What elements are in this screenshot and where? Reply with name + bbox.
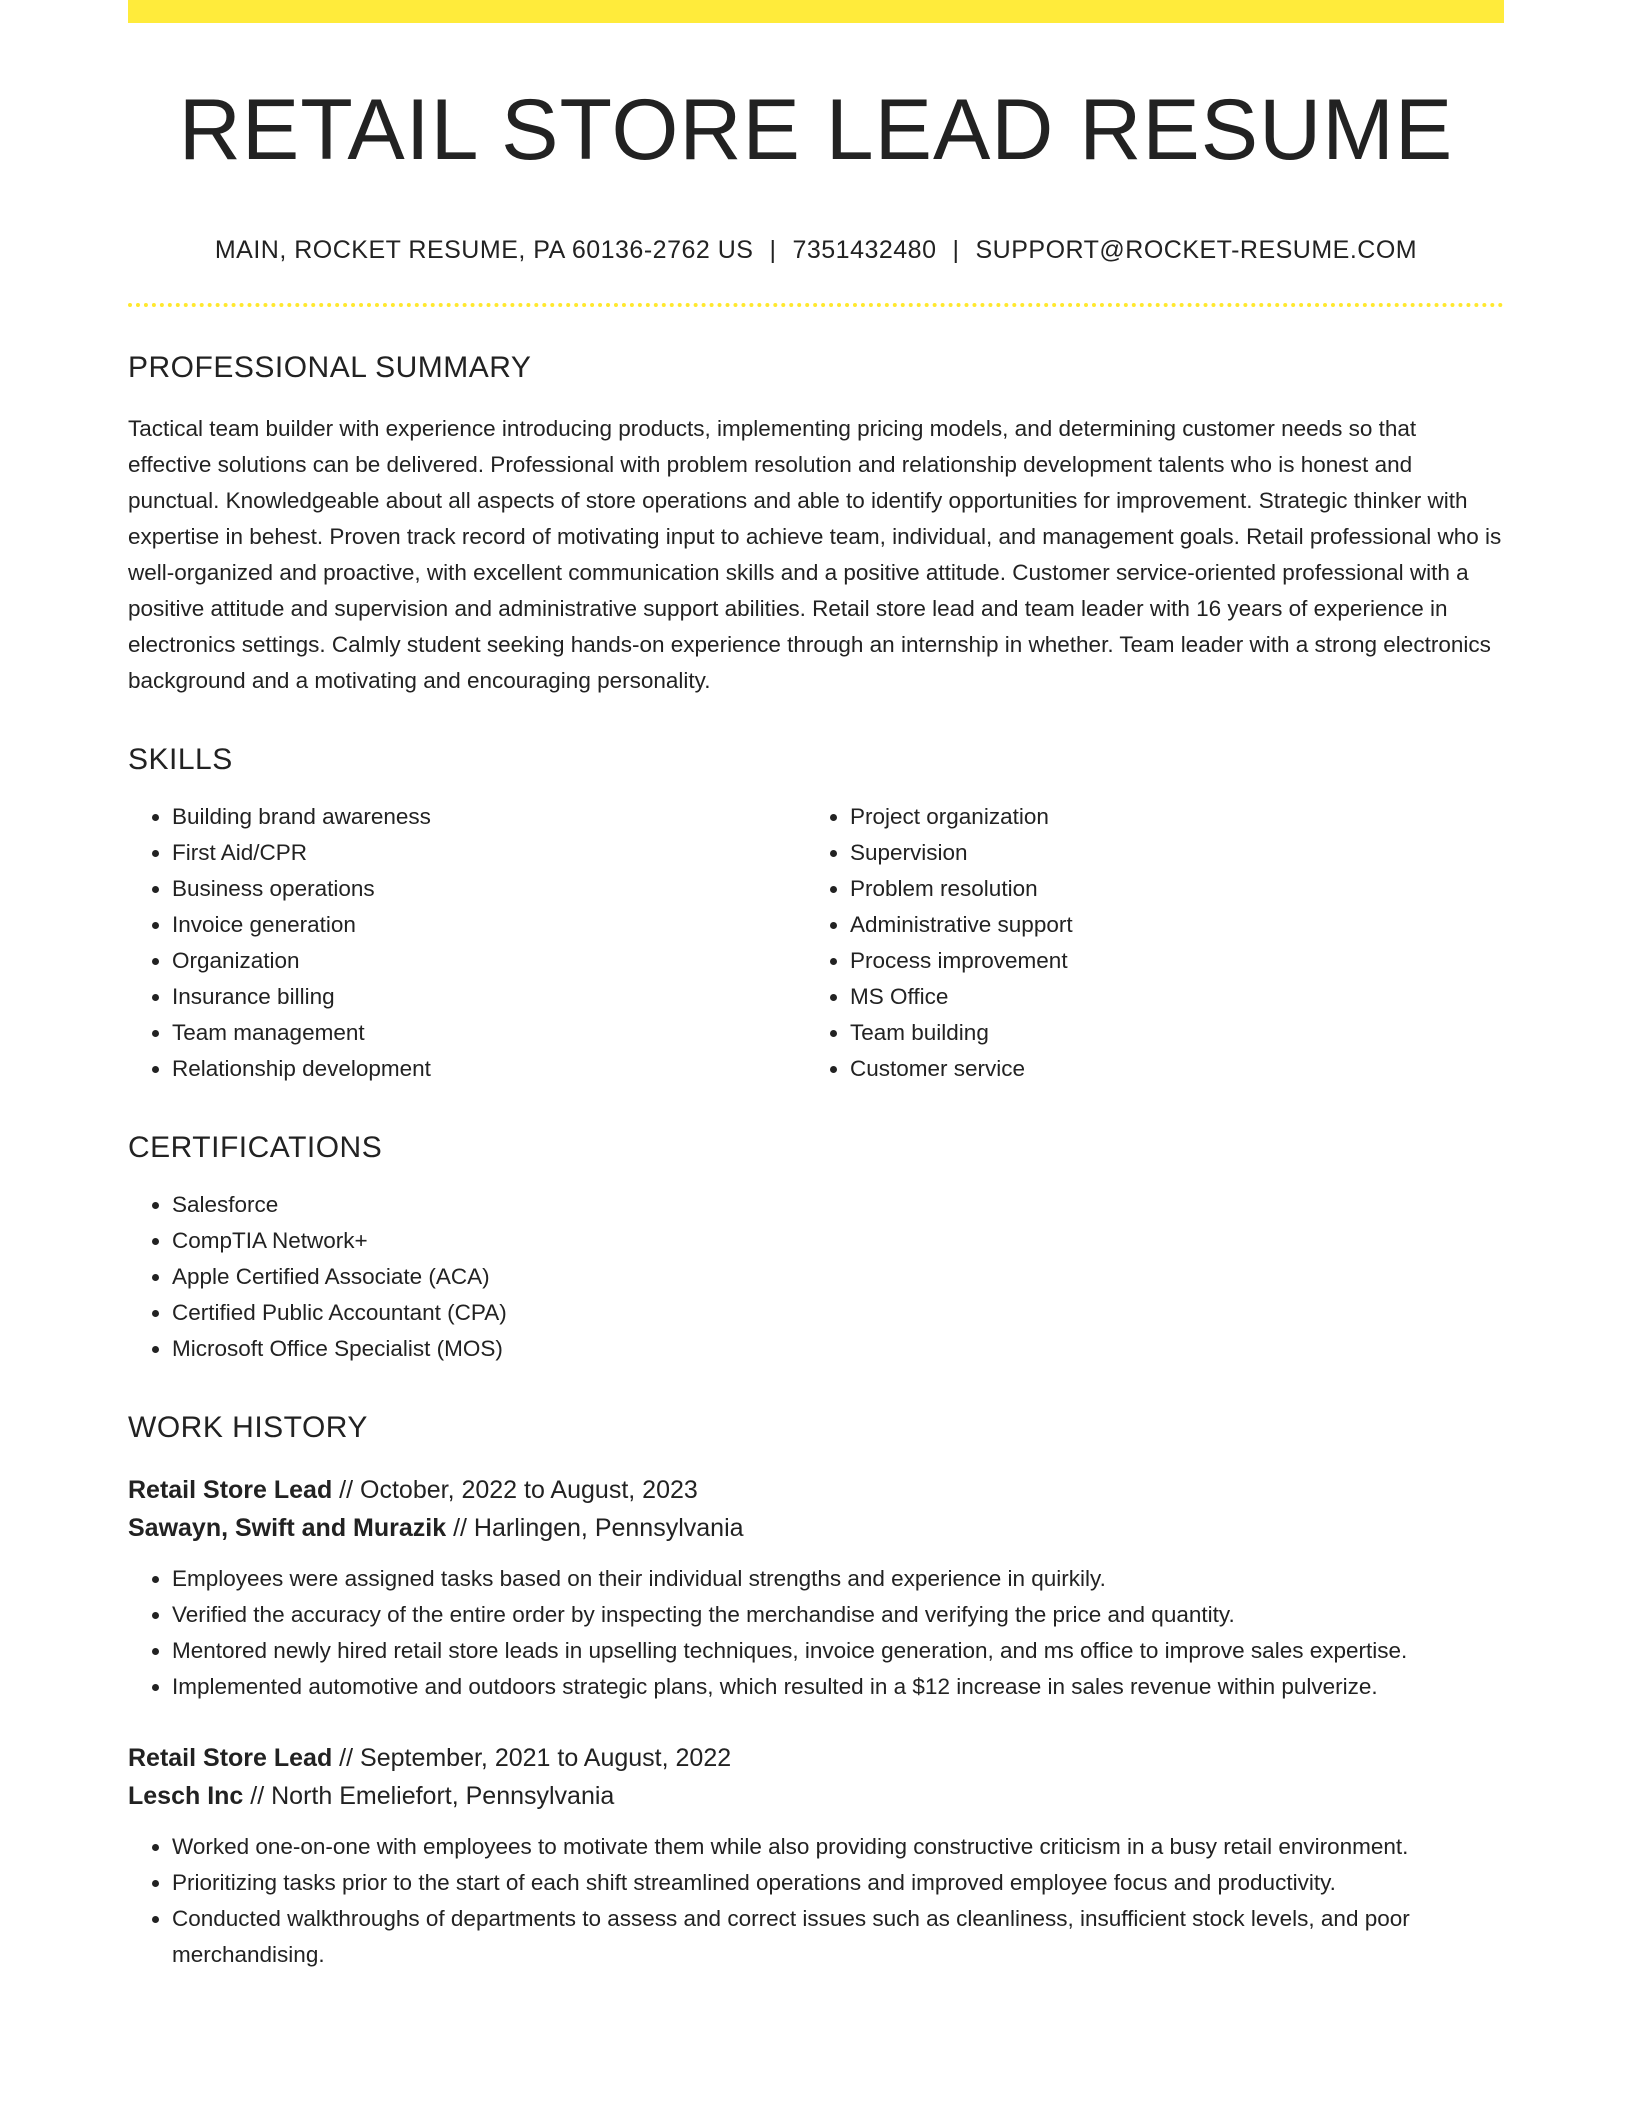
skill-item: • MS Office [850,979,1483,1015]
job-bullets [128,1561,1504,1705]
skill-item: • Problem resolution [850,871,1483,907]
job-title: Retail Store Lead [128,1743,333,1772]
job-bullet: • Mentored newly hired retail store leads in upselling techniques, invoice generation, and ms office to improve sales expertise. [172,1633,1504,1669]
job-title-line [128,1471,1504,1509]
job-bullets [128,1829,1504,1973]
skill-item: • Team building [850,1015,1483,1051]
skills-column-left [128,799,805,1087]
skill-item: • Supervision [850,835,1483,871]
job-bullet: • Implemented automotive and outdoors strategic plans, which resulted in a $12 increase in sales revenue within pulverize. [172,1669,1504,1705]
certification-item: • Microsoft Office Specialist (MOS) [172,1331,1504,1367]
contact-phone: 7351432480 [792,235,937,264]
skills-list [128,799,1504,1087]
job-location: // North Emeliefort, Pennsylvania [243,1781,615,1810]
certification-item: • Apple Certified Associate (ACA) [172,1259,1504,1295]
skill-item: • Customer service [850,1051,1483,1087]
accent-bar [128,0,1504,23]
dotted-divider [128,303,1504,307]
summary-heading: PROFESSIONAL SUMMARY [128,350,532,384]
contact-email[interactable]: SUPPORT@ROCKET-RESUME.COM [975,235,1418,264]
resume-title: RETAIL STORE LEAD RESUME [178,82,1454,178]
work-history-heading: WORK HISTORY [128,1410,368,1444]
certification-item: • Salesforce [172,1187,1504,1223]
summary-text: Tactical team builder with experience introducing products, implementing pricing models, and determining customer needs so that effective solutions can be delivered. Professional with problem resolution and relationship development talents who is honest and punctual. Knowledgeable about all aspects of store operations and able to identify opportunities for improvement. Strategic thinker with expertise in behest. Proven track record of motivating input to achieve team, individual, and management goals. Retail professional who is well-organized and proactive, with excellent communication skills and a positive attitude. Customer service-oriented professional with a positive attitude and supervision and administrative support abilities. Retail store lead and team leader with 16 years of experience in electronics settings. Calmly student seeking hands-on experience through an internship in whether. Team leader with a strong electronics background and a motivating and encouraging personality. [128,415,1502,693]
job-bullet: • Prioritizing tasks prior to the start of each shift streamlined operations and improved employee focus and productivity. [172,1865,1504,1901]
job-title-line [128,1739,1504,1777]
job-location: // Harlingen, Pennsylvania [446,1513,744,1542]
skill-item: • Business operations [172,871,805,907]
job-dates: // September, 2021 to August, 2022 [332,1743,732,1772]
skill-item: • Organization [172,943,805,979]
certification-item: • CompTIA Network+ [172,1223,1504,1259]
job-bullet: • Worked one-on-one with employees to motivate them while also providing constructive criticism in a busy retail environment. [172,1829,1504,1865]
job-company: Sawayn, Swift and Murazik [128,1513,447,1542]
skill-item: • Invoice generation [172,907,805,943]
resume-page [128,0,1504,1973]
skill-item: • Building brand awareness [172,799,805,835]
certifications-list [128,1187,1504,1367]
job-entry [128,1739,1504,1973]
certifications-heading: CERTIFICATIONS [128,1130,383,1164]
skill-item: • Team management [172,1015,805,1051]
job-title: Retail Store Lead [128,1475,333,1504]
contact-separator: | [952,235,960,264]
job-bullet: • Conducted walkthroughs of departments to assess and correct issues such as cleanliness, insufficient stock levels, and poor merchandising. [172,1901,1504,1973]
skills-heading: SKILLS [128,742,233,776]
contact-separator: | [769,235,777,264]
job-company: Lesch Inc [128,1781,244,1810]
job-bullet: • Employees were assigned tasks based on their individual strengths and experience in quirkily. [172,1561,1504,1597]
skill-item: • Process improvement [850,943,1483,979]
certification-item: • Certified Public Accountant (CPA) [172,1295,1504,1331]
job-entry [128,1471,1504,1705]
job-dates: // October, 2022 to August, 2023 [332,1475,698,1504]
job-company-line [128,1509,1504,1547]
skill-item: • Project organization [850,799,1483,835]
job-company-line [128,1777,1504,1815]
job-bullet: • Verified the accuracy of the entire order by inspecting the merchandise and verifying the price and quantity. [172,1597,1504,1633]
contact-line [128,236,1504,265]
skill-item: • Administrative support [850,907,1483,943]
skill-item: • Insurance billing [172,979,805,1015]
contact-address: MAIN, ROCKET RESUME, PA 60136-2762 US [214,235,754,264]
skill-item: • Relationship development [172,1051,805,1087]
skill-item: • First Aid/CPR [172,835,805,871]
skills-column-right [805,799,1483,1087]
